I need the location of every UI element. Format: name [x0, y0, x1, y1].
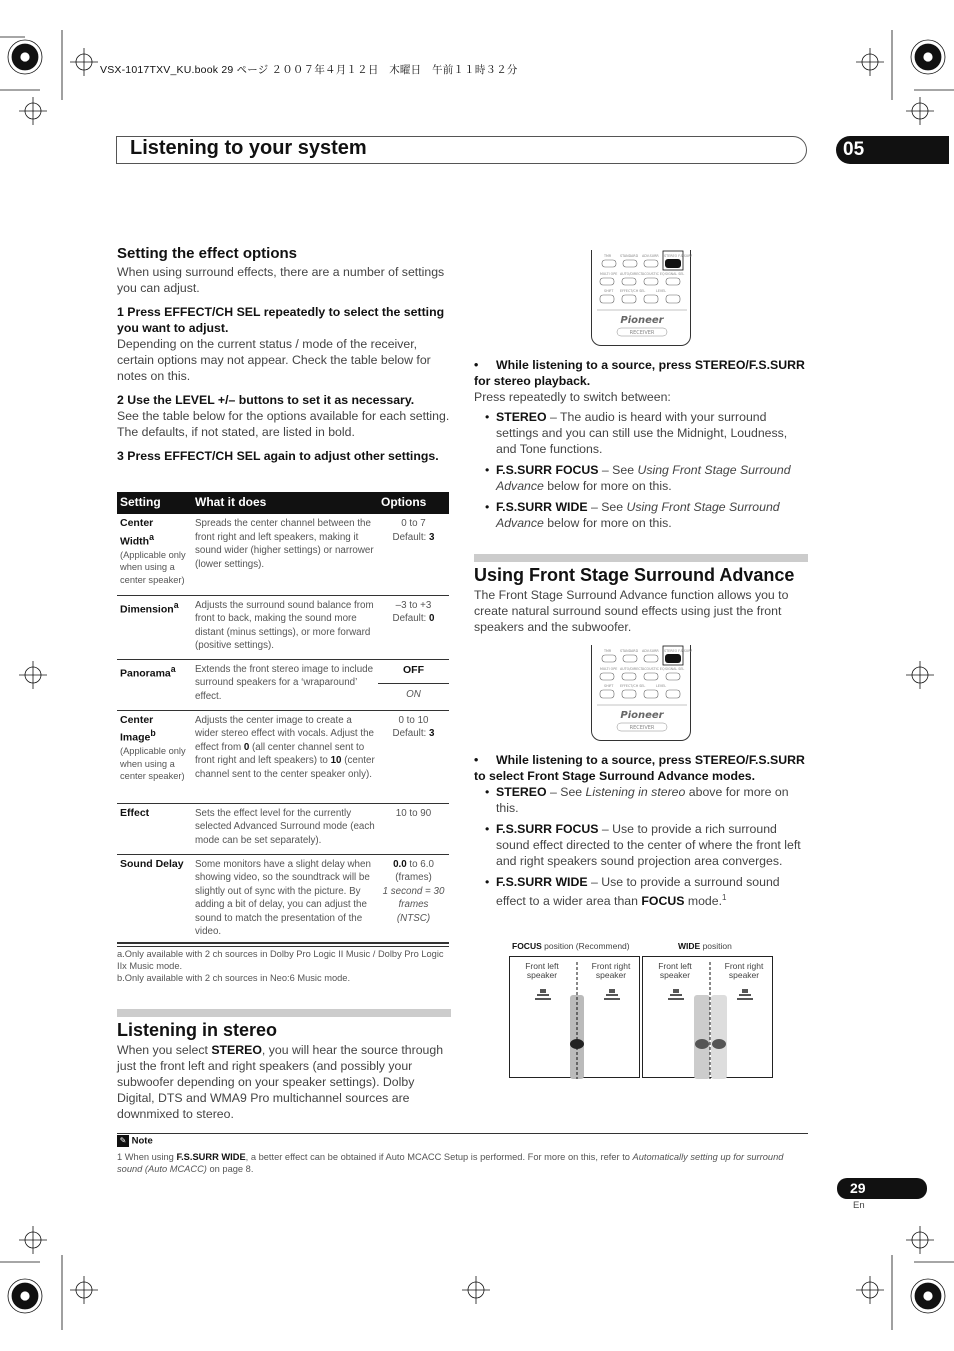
remote-label: STANDARD — [620, 254, 639, 258]
focus-label: FOCUS — [512, 941, 542, 951]
setting-description: Spreads the center channel between the front right and left speakers, making it sound wider (higher settings) or narrower (lower settings). — [192, 514, 378, 595]
fssa-instruction: • While listening to a source, press STEREO/F.S.SURR to select Front Stage Surround Advance modes. — [474, 753, 805, 783]
desc-bold: 10 — [330, 755, 342, 766]
item-bold: FOCUS — [641, 894, 685, 909]
table-row — [117, 803, 449, 854]
option-range: 0 to 10 — [398, 714, 429, 726]
option-range: to 6.0 — [406, 858, 434, 870]
remote-label: TMR — [604, 254, 612, 258]
remote-label: EFFECT/CH SEL — [620, 684, 646, 688]
item-text: – The audio is heard with your surround settings and you can still use the Midnight, Loudness, and Tone functions. — [496, 410, 788, 456]
item-term: STEREO — [496, 410, 547, 424]
table-row — [117, 659, 449, 710]
listener-icon — [570, 1039, 584, 1049]
remote-label: MULTI OPE — [600, 667, 618, 671]
fssa-intro: The Front Stage Surround Advance function allows you to create natural surround sound effects using just the front speakers and the subwoofer. — [474, 588, 789, 634]
effect-options-section — [117, 245, 452, 464]
remote-label: STEREO F.S.SURR — [664, 254, 692, 258]
table-row — [117, 710, 449, 803]
setting-name: Center Width — [120, 517, 154, 547]
front-right-label: Front right speaker — [591, 961, 631, 980]
default-label: Default: — [392, 613, 430, 624]
note-reference: Automatically setting up for surround sound (Auto MCACC) — [117, 1152, 784, 1174]
note-title: Note — [131, 1135, 153, 1147]
option-unit: (frames) — [395, 872, 432, 883]
step-2-title: 2 Use the LEVEL +/– buttons to set it as necessary. — [117, 393, 415, 407]
option-range: –3 to +3 — [395, 599, 432, 611]
item-text: above for more on this. — [496, 785, 789, 815]
remote-label: STANDARD — [620, 649, 639, 653]
desc-bold: 0 — [243, 741, 250, 753]
footnote-a: a.Only available with 2 ch sources in Dolby Pro Logic II Music / Dolby Pro Logic IIx Music mode. — [117, 949, 444, 971]
chapter-badge: 05 — [836, 136, 949, 164]
remote-label: ACOUSTIC EQ — [642, 272, 665, 276]
step-1-body: Depending on the current status / mode of the receiver, certain options may not appear. Check the table below for notes on this. — [117, 337, 431, 383]
remote-receiver-label: RECEIVER — [629, 330, 655, 336]
crop-mark-bl — [0, 1226, 98, 1330]
listener-icon — [712, 1039, 726, 1049]
default-label: Default: — [392, 531, 430, 543]
setting-note: (Applicable only when using a center speaker) — [120, 746, 186, 781]
setting-name: Sound Delay — [117, 854, 192, 946]
pencil-icon: ✎ — [117, 1135, 129, 1147]
remote-buttons — [592, 645, 692, 741]
item-text: – See — [598, 463, 638, 477]
remote-label: ADV.SURR — [642, 649, 659, 653]
crop-mark-tl — [0, 30, 98, 125]
note-heading — [117, 1135, 153, 1147]
remote-label: LEVEL — [656, 289, 667, 293]
remote-buttons — [592, 250, 692, 346]
remote-label: SHIFT — [604, 289, 614, 293]
effect-options-heading: Setting the effect options — [117, 245, 297, 262]
text-part: , you will hear the source through just the front left and right speakers (and possibly your subwoofer depending on your speaker settings). Dolby Digital, DTS and WMA9 Pro multichannel sources are downmixed to stereo. — [117, 1043, 444, 1121]
remote-label: LEVEL — [656, 684, 667, 688]
item-reference: Using Front Stage Surround Advance — [496, 463, 791, 493]
step-1-title: 1 Press EFFECT/CH SEL repeatedly to select the setting you want to adjust. — [117, 305, 445, 335]
remote-label: ACOUSTIC EQ — [642, 667, 665, 671]
col-header-setting: Setting — [117, 492, 192, 514]
setting-description: Sets the effect level for the currently selected Advanced Surround mode (each mode can be set separately). — [192, 803, 378, 854]
step-2-body: See the table below for the options available for each setting. The defaults, if not stated, are listed in bold. — [117, 409, 450, 439]
item-text: – Use to provide a rich surround sound effect directed to the center of where the front left and right speakers sound projection area converges. — [496, 822, 801, 868]
setting-name: Dimension — [120, 603, 174, 615]
item-term: F.S.SURR FOCUS — [496, 463, 599, 477]
item-term: F.S.SURR WIDE — [496, 500, 588, 514]
front-right-label: Front right speaker — [724, 961, 764, 980]
list-item — [474, 462, 808, 494]
table-row — [117, 514, 449, 595]
page-title: Listening to your system — [130, 137, 367, 159]
item-text: – See — [546, 785, 586, 799]
footnote-ref: a — [149, 531, 154, 542]
fssa-section — [474, 565, 808, 635]
remote-label: EFFECT/CH SEL — [620, 289, 646, 293]
remote-brand: Pioneer — [620, 710, 664, 721]
option-off: OFF — [378, 660, 449, 685]
print-header: VSX-1017TXV_KU.book 29 ページ ２００７年４月１２日 木曜日 午前１１時３２分 — [100, 64, 518, 76]
fssa-modes-section — [474, 752, 808, 909]
effect-options-table — [117, 492, 449, 947]
note-part: on page 8. — [206, 1164, 254, 1174]
footnote-ref: a — [173, 599, 179, 610]
footnote-ref: b — [150, 728, 156, 738]
list-item — [474, 409, 808, 457]
item-text: below for more on this. — [543, 479, 672, 493]
wide-diagram — [642, 956, 773, 1078]
remote-label: ADV.SURR — [642, 254, 659, 258]
focus-diagram — [509, 956, 640, 1078]
setting-note: (Applicable only when using a center speaker) — [120, 549, 186, 585]
default-value: 0 — [429, 613, 435, 624]
setting-name: Center Image — [120, 713, 154, 744]
fssa-heading: Using Front Stage Surround Advance — [474, 565, 795, 585]
remote-label: SIGNAL SEL — [665, 667, 685, 671]
list-item — [474, 821, 808, 869]
step-3-title: 3 Press EFFECT/CH SEL again to adjust other settings. — [117, 449, 439, 463]
item-text: – See — [587, 500, 627, 514]
note-part: , a better effect can be obtained if Auto MCACC Setup is performed. For more on this, refer to — [245, 1152, 633, 1162]
default-value: 3 — [429, 531, 435, 543]
instruction-text: While listening to a source, press STEREO/F.S.SURR to select Front Stage Surround Advance modes. — [474, 753, 805, 783]
note-bold: F.S.SURR WIDE — [176, 1152, 246, 1162]
listener-icon — [695, 1039, 709, 1049]
sound-field-band — [694, 995, 710, 1079]
default-label: Default: — [392, 728, 430, 739]
table-header-row — [117, 492, 449, 514]
focus-sub: position (Recommend) — [541, 941, 630, 951]
note-rule — [117, 1133, 808, 1134]
stereo-playback-section — [474, 357, 808, 531]
col-header-what: What it does — [192, 492, 378, 514]
stereo-section — [117, 1020, 451, 1122]
setting-description: Adjusts the surround sound balance from front to back, making the sound more distant (minus settings), or more forward (positive settings). — [192, 595, 378, 659]
remote-label: MULTI OPE — [600, 272, 618, 276]
option-note: 1 second = 30 frames (NTSC) — [382, 885, 445, 924]
page-language: En — [853, 1200, 865, 1211]
table-row — [117, 854, 449, 946]
setting-name: Panorama — [120, 667, 171, 679]
setting-description — [192, 710, 378, 803]
remote-brand: Pioneer — [620, 315, 664, 326]
desc-part: (center channel sent to the center speaker only). — [195, 755, 375, 780]
item-text: mode. — [684, 894, 723, 909]
item-term: F.S.SURR FOCUS — [496, 822, 599, 836]
page-number: 29 — [837, 1178, 927, 1199]
item-text: below for more on this. — [543, 516, 672, 530]
instruction-text: While listening to a source, press STEREO/F.S.SURR for stereo playback. — [474, 358, 805, 388]
remote-label: TMR — [604, 649, 612, 653]
setting-description: Some monitors have a slight delay when showing video, so the soundtrack will be slightly out of sync with the picture. By adding a bit of delay, you can adjust the sound to match the presentation of the video. — [192, 854, 378, 946]
remote-illustration-1 — [591, 250, 691, 346]
section-rule — [117, 1009, 451, 1017]
stereo-paragraph — [117, 1042, 451, 1122]
sound-field-band — [711, 995, 727, 1079]
wide-label: WIDE — [678, 941, 701, 951]
table-row — [117, 595, 449, 659]
desc-part: Adjusts the center image to create a wider stereo effect with vocals. Adjust the effect from — [195, 714, 374, 753]
remote-label: AUTO/DIRECT — [620, 667, 643, 671]
text-part: When you select — [117, 1043, 212, 1057]
desc-part: (all center channel sent to front right and left speakers) to — [195, 741, 365, 766]
item-text: – Use to provide a surround sound effect to a wider area than — [496, 875, 780, 909]
list-item — [474, 784, 808, 816]
col-header-options: Options — [378, 492, 449, 514]
wide-diagram-art — [643, 957, 774, 1079]
remote-label: STEREO F.S.SURR — [664, 649, 692, 653]
option-range: 0 to 7 — [401, 518, 426, 529]
item-reference: Listening in stereo — [585, 785, 686, 799]
option-range-default: 0.0 — [393, 858, 407, 870]
note-part: 1 When using — [117, 1152, 177, 1162]
remote-illustration-2 — [591, 645, 691, 741]
remote-label: SIGNAL SEL — [665, 272, 685, 276]
remote-label: SHIFT — [604, 684, 614, 688]
effect-options-intro: When using surround effects, there are a number of settings you can adjust. — [117, 265, 445, 295]
stereo-heading: Listening in stereo — [117, 1020, 278, 1040]
table-bottom-rule — [117, 942, 449, 944]
front-left-label: Front left speaker — [525, 961, 559, 980]
item-term: STEREO — [496, 785, 547, 799]
crop-mark-tr — [856, 30, 954, 125]
remote-label: AUTO/DIRECT — [620, 272, 643, 276]
wide-sub: position — [700, 941, 732, 951]
default-value: 3 — [429, 728, 435, 739]
list-item — [474, 499, 808, 531]
option-range: 10 to 90 — [378, 803, 449, 854]
footnote-ref: 1 — [722, 893, 727, 902]
item-term: F.S.SURR WIDE — [496, 875, 588, 889]
setting-name: Effect — [117, 803, 192, 854]
wide-caption — [678, 941, 732, 951]
option-on: ON — [406, 689, 421, 700]
focus-caption — [512, 941, 630, 951]
focus-diagram-art — [510, 957, 641, 1079]
front-left-label: Front left speaker — [658, 961, 692, 980]
section-rule — [474, 554, 808, 562]
table-footnotes — [117, 948, 450, 984]
remote-receiver-label: RECEIVER — [629, 725, 655, 731]
crop-mark-br — [856, 1226, 954, 1330]
text-bold: STEREO — [211, 1043, 262, 1057]
stereo-playback-instruction: • While listening to a source, press STEREO/F.S.SURR for stereo playback. — [474, 358, 805, 388]
footnote-ref: a — [170, 663, 176, 674]
setting-description: Extends the front stereo image to include surround speakers for a ‘wraparound’ effect. — [192, 659, 378, 710]
note-text — [117, 1151, 807, 1175]
list-item — [474, 874, 808, 909]
stereo-playback-lead: Press repeatedly to switch between: — [474, 390, 671, 404]
item-reference: Using Front Stage Surround Advance — [496, 500, 780, 530]
footnote-b: b.Only available with 2 ch sources in Neo:6 Music mode. — [117, 973, 351, 983]
